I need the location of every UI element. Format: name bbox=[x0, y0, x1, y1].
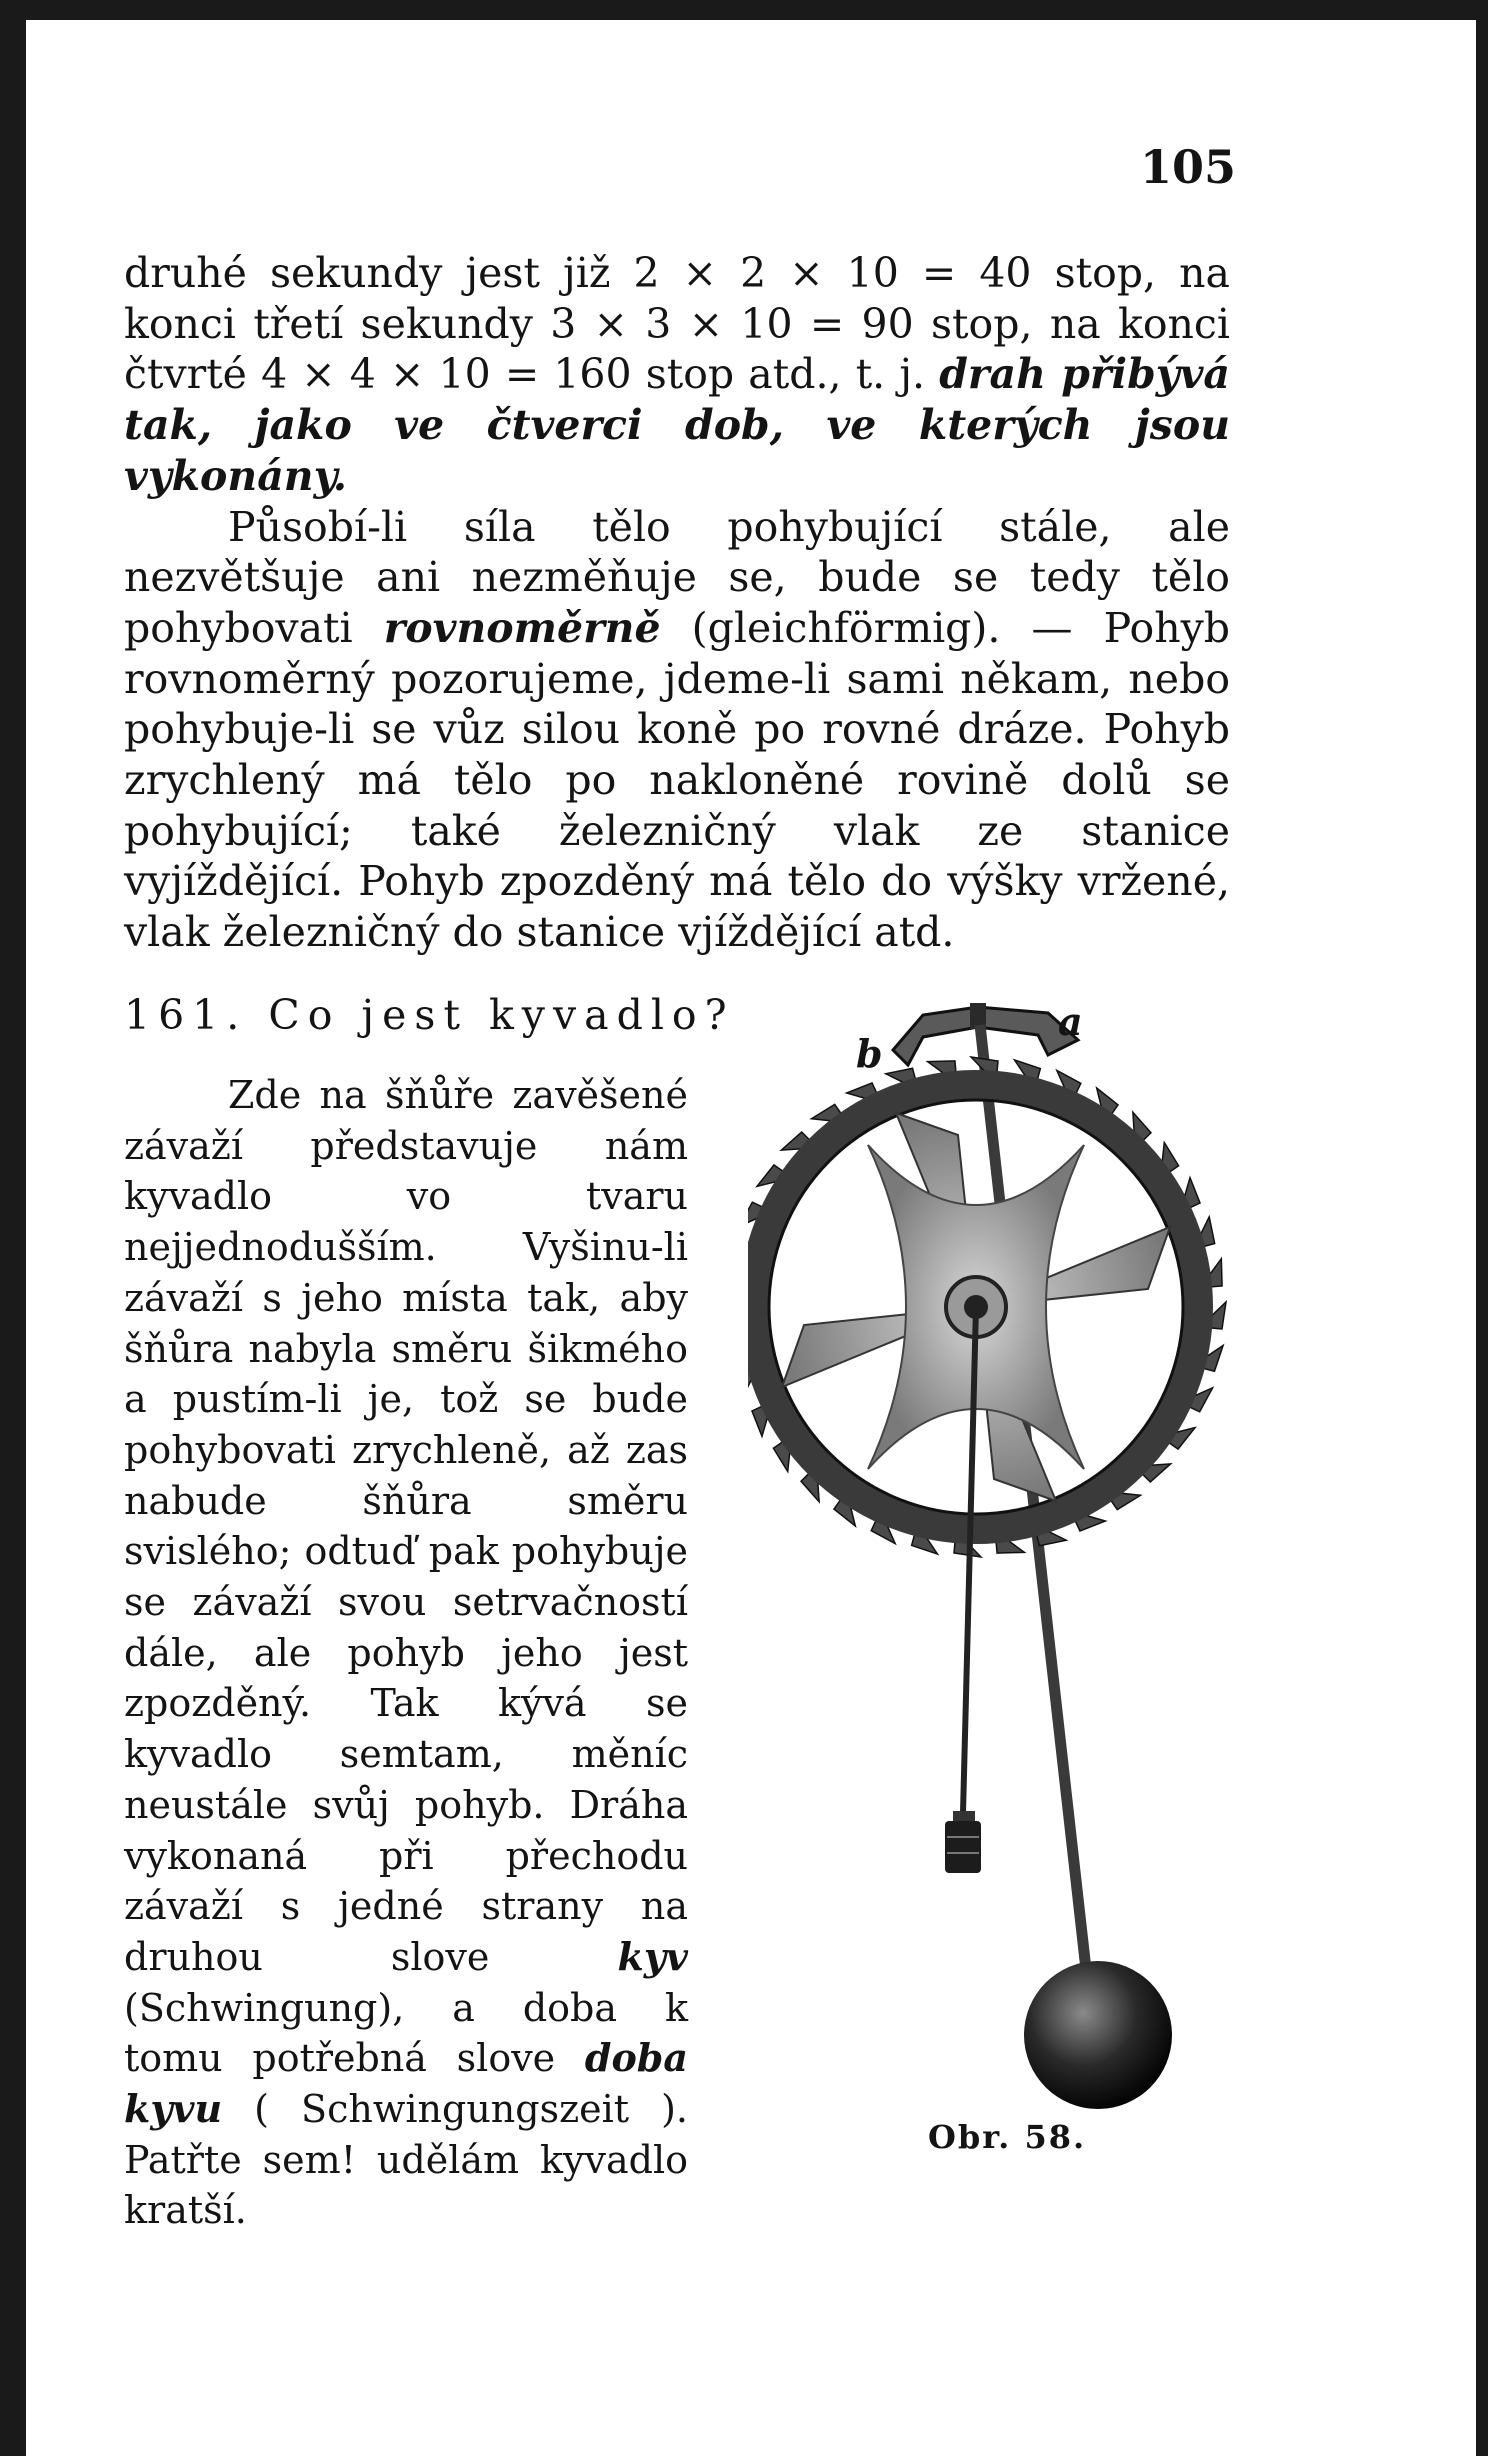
question-heading bbox=[124, 990, 735, 1040]
p1-lead: t. j. bbox=[855, 350, 940, 399]
answer-part-c: ( Schwingungszeit ). Patřte sem! udělám kyvadlo kratší. bbox=[124, 2087, 688, 2233]
p2-start: Působí-li síla tělo pohybující stále, ale nezvětšuje ani nezměňuje se, bude se tedy tělo pohybovati bbox=[124, 502, 1230, 652]
answer-text-block bbox=[124, 1070, 688, 2236]
term-kyv: kyv bbox=[617, 1933, 688, 1979]
page-number: 105 bbox=[1140, 140, 1237, 194]
answer-paragraph bbox=[124, 1070, 688, 2236]
top-text-block bbox=[124, 248, 1230, 958]
scan-edge-top bbox=[0, 0, 1488, 20]
question-title: Co jest kyvadlo? bbox=[268, 991, 735, 1039]
paragraph-1 bbox=[124, 248, 1230, 502]
pendulum-bob bbox=[1024, 1961, 1172, 2109]
question-number: 161. bbox=[124, 991, 248, 1039]
figure-caption: Obr. 58. bbox=[928, 2118, 1087, 2156]
p1-line-2: na konci třetí sekundy 3 × 3 × 10 = 90 stop, bbox=[124, 249, 1230, 348]
p1-line-1: druhé sekundy jest již 2 × 2 × 10 = 40 stop, bbox=[124, 249, 1157, 297]
label-b: b bbox=[856, 1031, 883, 1076]
answer-part-a: Zde na šňůře zavěšené závaží představuje nám kyvadlo vo tvaru nejjednodušším. Vyšinu-li závaží s jeho místa tak, aby šňůra nabyla směru šikmého a pustím-li je, tož se bude pohybovati zrychleně, až zas nabude šňůra směru svislého; odtuď pak pohybuje se závaží svou setrvačností dále, ale pohyb jeho jest zpozděný. Tak kývá se kyvadlo semtam, měníc neustále svůj pohyb. Dráha vykonaná při přechodu závaží s jedné strany na druhou slove bbox=[124, 1073, 688, 1979]
figure-illustration bbox=[748, 985, 1228, 2115]
p1-line-3: na konci čtvrté 4 × 4 × 10 = 160 stop atd., bbox=[124, 299, 1230, 399]
scan-edge-right bbox=[1476, 0, 1488, 2456]
p1-italic: drah přibývá tak, jako ve čtverci dob, ve kterých jsou vykonány. bbox=[124, 350, 1230, 500]
pendulum-escapement-figure bbox=[748, 985, 1228, 2115]
label-a: a bbox=[1058, 999, 1083, 1044]
answer-part-b: (Schwingung), a doba k tomu potřebná slove bbox=[124, 1985, 688, 2081]
p2-italic: rovnoměrně bbox=[383, 603, 661, 652]
scan-edge-left bbox=[0, 0, 26, 2456]
paragraph-2 bbox=[124, 502, 1230, 958]
term-doba-kyvu: doba kyvu bbox=[124, 2035, 688, 2132]
p2-rest: (gleichförmig). — Pohyb rovnoměrný pozorujeme, jdeme-li sami někam, nebo pohybuje-li se vůz silou koně po rovné dráze. Pohyb zrychlený má tělo po nakloněné rovině dolů se pohybující; také železničný vlak ze stanice vyjíždějící. Pohyb zpozděný má tělo do výšky vržené, vlak železničný do stanice vjíždějící atd. bbox=[124, 603, 1231, 957]
